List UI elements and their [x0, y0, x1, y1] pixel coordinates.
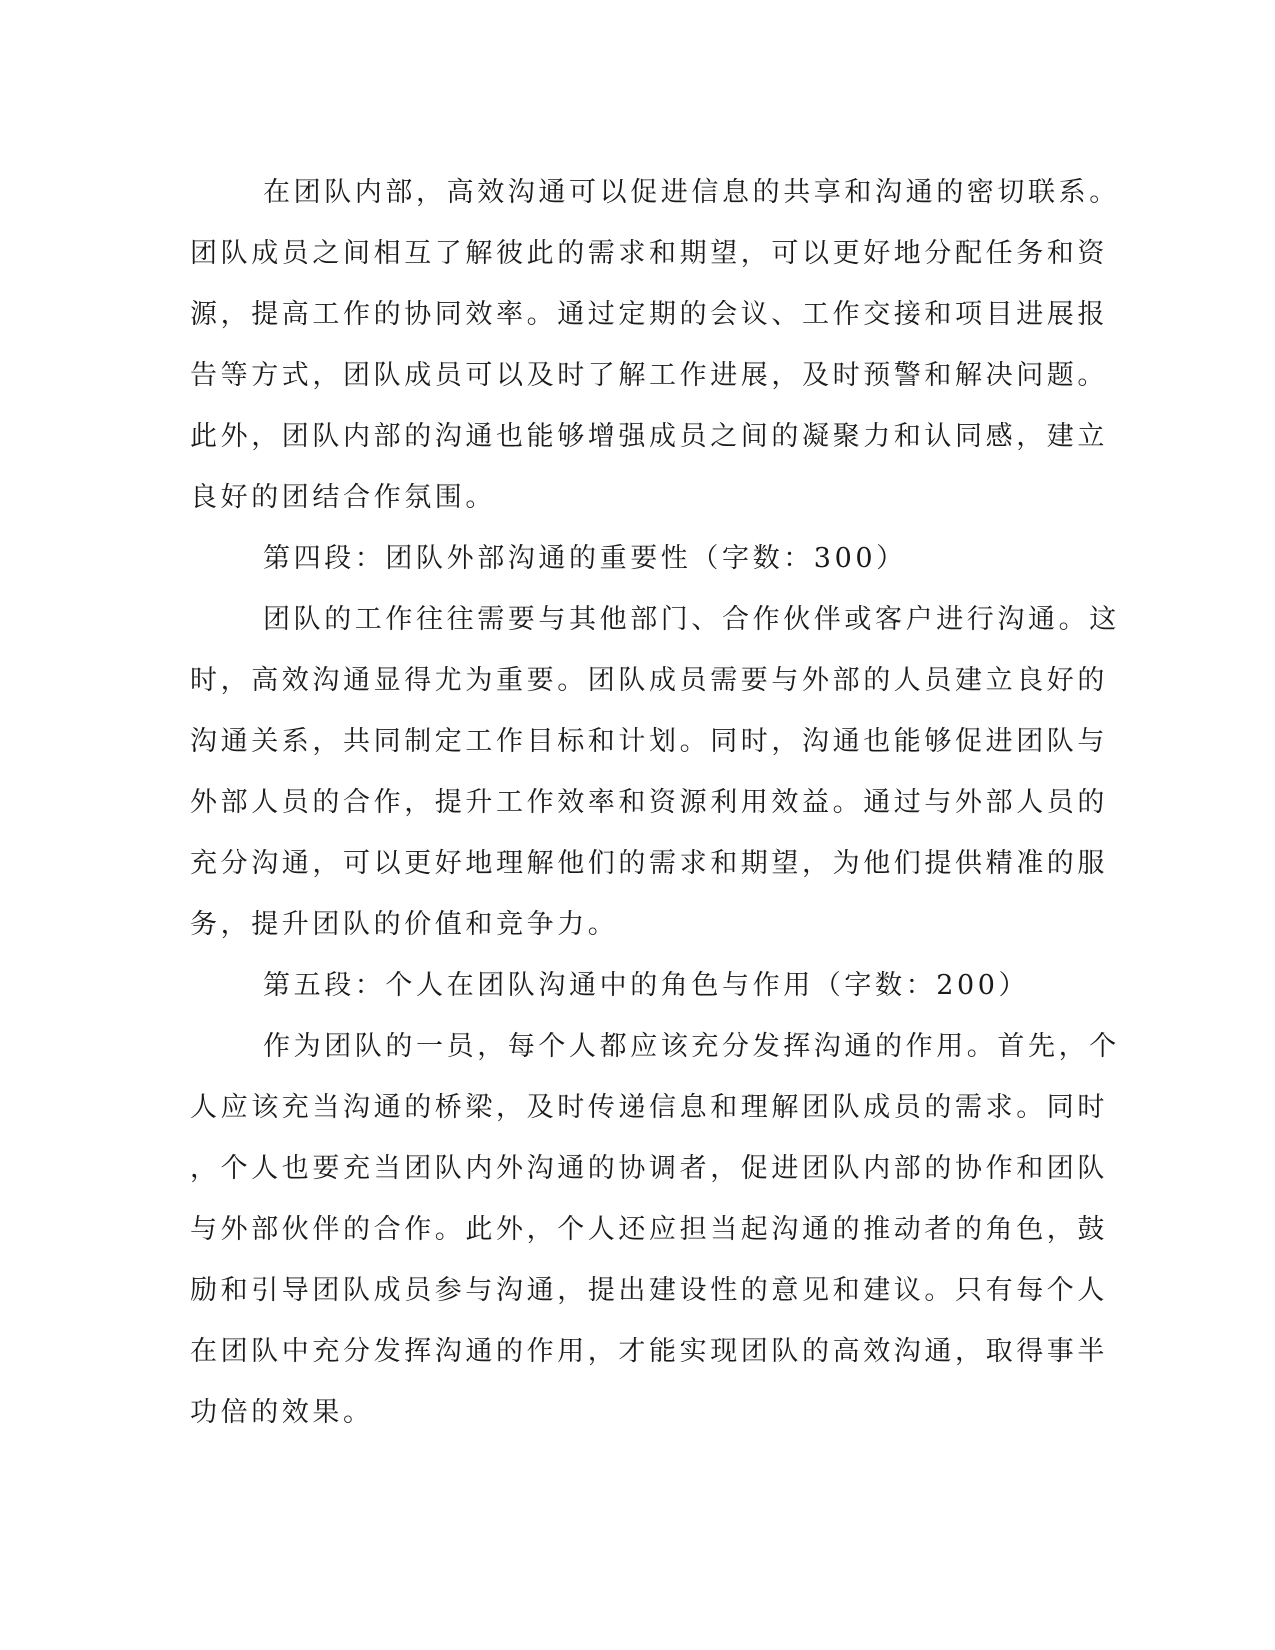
text-line: 与外部伙伴的合作。此外，个人还应担当起沟通的推动者的角色，鼓 — [190, 1214, 1108, 1245]
text-line: 务，提升团队的价值和竞争力。 — [190, 909, 619, 940]
text-line: 告等方式，团队成员可以及时了解工作进展，及时预警和解决问题。 — [190, 360, 1108, 391]
text-line: 人应该充当沟通的桥梁，及时传递信息和理解团队成员的需求。同时 — [190, 1092, 1108, 1123]
text-line: 在团队中充分发挥沟通的作用，才能实现团队的高效沟通，取得事半 — [190, 1336, 1108, 1367]
text-line: 作为团队的一员，每个人都应该充分发挥沟通的作用。首先，个 — [263, 1031, 1120, 1062]
text-line: 此外，团队内部的沟通也能够增强成员之间的凝聚力和认同感，建立 — [190, 421, 1108, 452]
text-line: ，个人也要充当团队内外沟通的协调者，促进团队内部的协作和团队 — [190, 1153, 1108, 1184]
section-heading: 第五段：个人在团队沟通中的角色与作用（字数：200） — [263, 970, 1030, 1001]
text-line: 励和引导团队成员参与沟通，提出建设性的意见和建议。只有每个人 — [190, 1275, 1108, 1306]
text-line: 沟通关系，共同制定工作目标和计划。同时，沟通也能够促进团队与 — [190, 726, 1108, 757]
section-heading: 第四段：团队外部沟通的重要性（字数：300） — [263, 543, 907, 574]
text-line: 源，提高工作的协同效率。通过定期的会议、工作交接和项目进展报 — [190, 299, 1108, 330]
text-line: 在团队内部，高效沟通可以促进信息的共享和沟通的密切联系。 — [263, 177, 1120, 208]
text-line: 外部人员的合作，提升工作效率和资源利用效益。通过与外部人员的 — [190, 787, 1108, 818]
document-body — [190, 162, 1120, 1443]
text-line: 团队的工作往往需要与其他部门、合作伙伴或客户进行沟通。这 — [263, 604, 1120, 635]
text-line: 良好的团结合作氛围。 — [190, 482, 496, 513]
text-line: 功倍的效果。 — [190, 1397, 374, 1428]
text-line: 团队成员之间相互了解彼此的需求和期望，可以更好地分配任务和资 — [190, 238, 1108, 269]
text-line: 充分沟通，可以更好地理解他们的需求和期望，为他们提供精准的服 — [190, 848, 1108, 879]
text-line: 时，高效沟通显得尤为重要。团队成员需要与外部的人员建立良好的 — [190, 665, 1108, 696]
